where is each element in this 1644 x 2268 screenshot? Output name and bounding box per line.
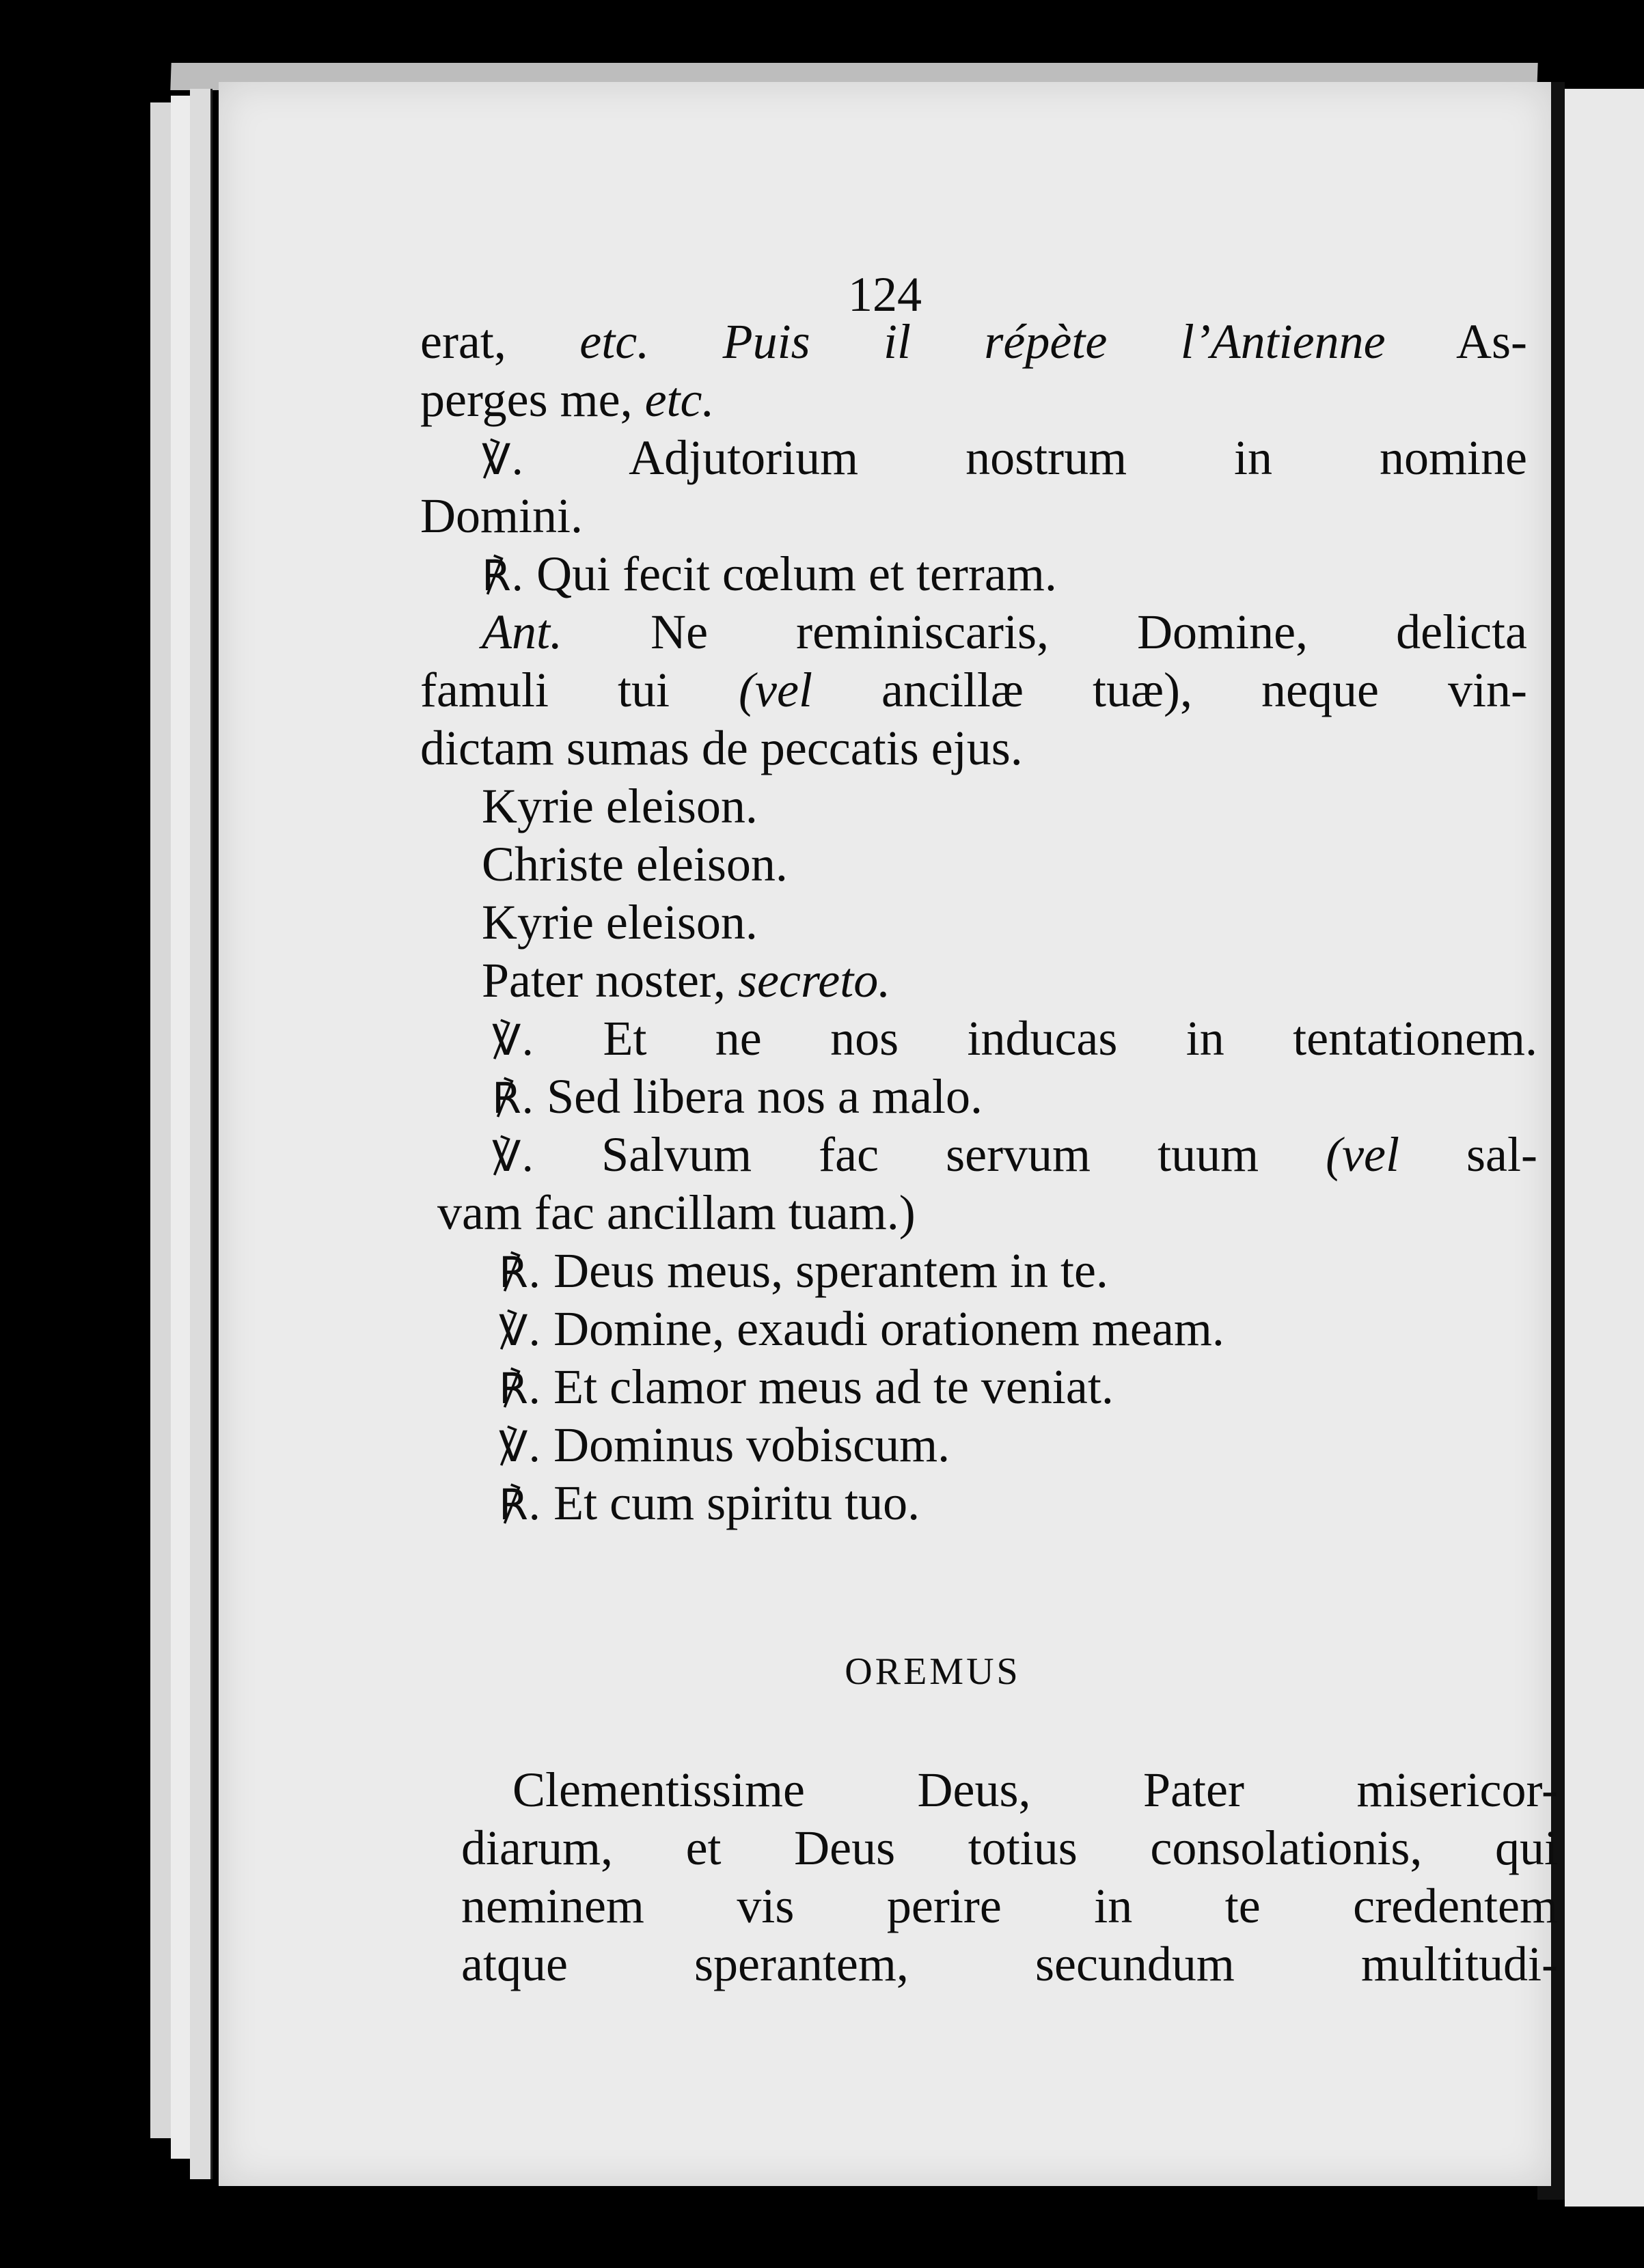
versicle-symbol: ℣. — [492, 1015, 535, 1065]
versicle-line: ℣. Adjutorium nostrum in nomine — [482, 430, 1527, 485]
text-line: Christe eleison. — [482, 837, 788, 891]
response-line: ℟. Et clamor meus ad te veniat. — [499, 1359, 1114, 1414]
response-symbol: ℟. — [499, 1247, 542, 1297]
versicle-line: ℣. Domine, exaudi orationem meam. — [499, 1301, 1224, 1356]
antiphon-line: Ant. Ne reminiscaris, Domine, delicta — [482, 605, 1527, 659]
text-line: vam fac ancillam tuam.) — [437, 1185, 916, 1240]
response-symbol: ℟. — [482, 551, 525, 600]
versicle-line: ℣. Salvum fac servum tuum (vel sal- — [492, 1127, 1537, 1182]
versicle-line: ℣. Dominus vobiscum. — [499, 1418, 950, 1472]
text-line: Pater noster, secreto. — [482, 953, 891, 1008]
text-line: erat, etc. Puis il répète l’Antienne As- — [420, 314, 1527, 369]
page-edge — [190, 89, 213, 2179]
prayer-line: Clementissime Deus, Pater misericor- — [512, 1762, 1558, 1817]
versicle-symbol: ℣. — [499, 1305, 542, 1355]
prayer-line: atque sperantem, secundum multitudi- — [461, 1937, 1558, 1991]
versicle-symbol: ℣. — [499, 1422, 542, 1471]
versicle-line: ℣. Et ne nos inducas in tentationem. — [492, 1011, 1537, 1066]
page-number: 124 — [848, 267, 922, 322]
prayer-line: diarum, et Deus totius consolationis, qui — [461, 1821, 1558, 1875]
next-page-edge — [1565, 89, 1644, 2207]
prayer-line: neminem vis perire in te credentem — [461, 1879, 1558, 1933]
text-line: dictam sumas de peccatis ejus. — [420, 721, 1023, 775]
text-line: Kyrie eleison. — [482, 779, 758, 833]
versicle-symbol: ℣. — [482, 434, 525, 484]
book-page — [219, 82, 1558, 2186]
text-line: perges me, etc. — [420, 372, 715, 427]
response-line: ℟. Deus meus, sperantem in te. — [499, 1243, 1108, 1298]
response-symbol: ℟. — [499, 1480, 542, 1530]
response-symbol: ℟. — [492, 1073, 535, 1123]
page-edge — [150, 102, 173, 2138]
response-symbol: ℟. — [499, 1364, 542, 1413]
response-line: ℟. Sed libera nos a malo. — [492, 1069, 983, 1124]
page-edge — [171, 96, 192, 2159]
response-line: ℟. Qui fecit cœlum et terram. — [482, 547, 1057, 601]
section-heading: OREMUS — [845, 1650, 1021, 1693]
text-line: famuli tui (vel ancillæ tuæ), neque vin- — [420, 663, 1527, 717]
response-line: ℟. Et cum spiritu tuo. — [499, 1476, 920, 1530]
text-line: Kyrie eleison. — [482, 895, 758, 950]
versicle-symbol: ℣. — [492, 1131, 535, 1181]
text-line: Domini. — [420, 488, 584, 543]
